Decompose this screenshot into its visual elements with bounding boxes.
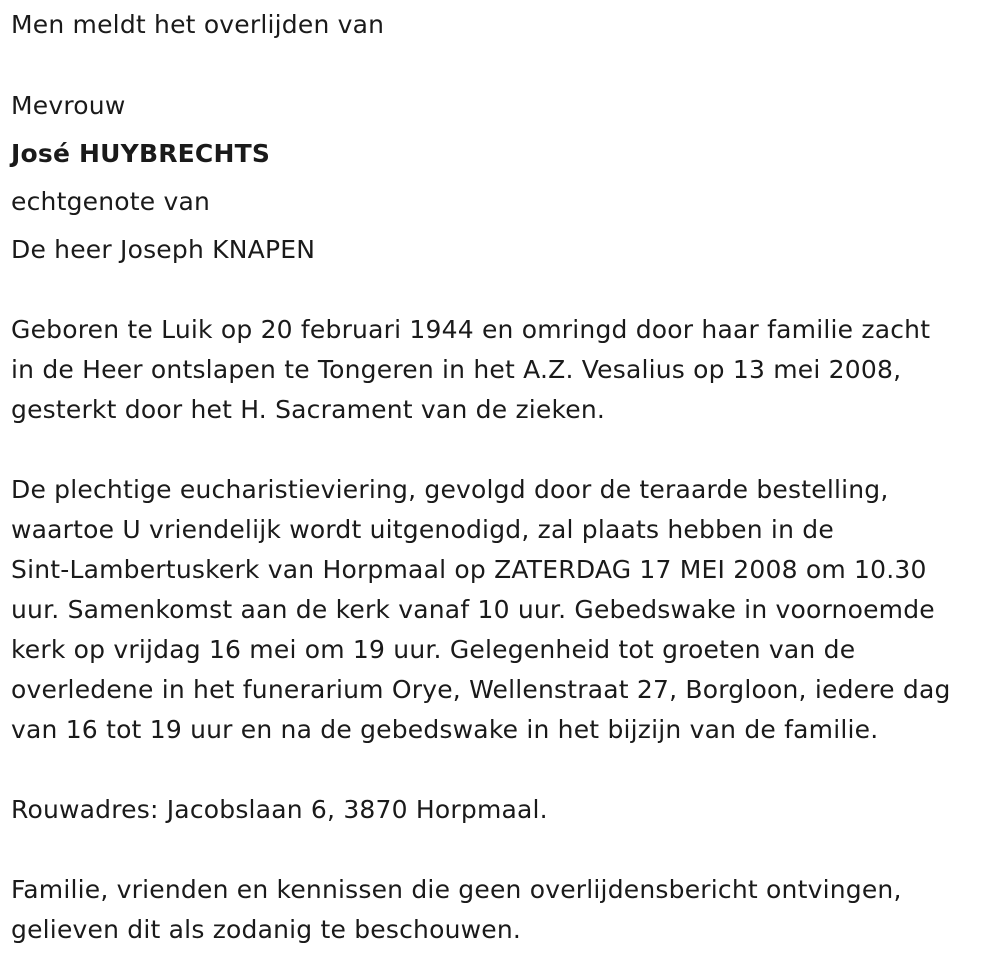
- paragraph-line: van 16 tot 19 uur en na de gebedswake in het bijzijn van de familie.: [11, 715, 879, 744]
- salutation: Mevrouw: [11, 91, 126, 120]
- paragraph-line: uur. Samenkomst aan de kerk vanaf 10 uur. Gebedswake in voornoemde: [11, 595, 935, 624]
- paragraph-line: Familie, vrienden en kennissen die geen overlijdensbericht ontvingen,: [11, 875, 902, 904]
- paragraph-line: Geboren te Luik op 20 februari 1944 en omringd door haar familie zacht: [11, 315, 931, 344]
- paragraph-line: in de Heer ontslapen te Tongeren in het A.Z. Vesalius op 13 mei 2008,: [11, 355, 902, 384]
- mourning-address: Rouwadres: Jacobslaan 6, 3870 Horpmaal.: [11, 795, 548, 824]
- paragraph-line: kerk op vrijdag 16 mei om 19 uur. Gelegenheid tot groeten van de: [11, 635, 856, 664]
- relation-line: echtgenote van: [11, 187, 211, 216]
- intro-line: Men meldt het overlijden van: [11, 10, 385, 39]
- paragraph-line: gesterkt door het H. Sacrament van de zieken.: [11, 395, 606, 424]
- spouse-name: De heer Joseph KNAPEN: [11, 235, 316, 264]
- paragraph-line: De plechtige eucharistieviering, gevolgd door de teraarde bestelling,: [11, 475, 889, 504]
- paragraph-line: waartoe U vriendelijk wordt uitgenodigd, zal plaats hebben in de: [11, 515, 834, 544]
- deceased-name: José HUYBRECHTS: [11, 139, 271, 168]
- paragraph-line: Sint-Lambertuskerk van Horpmaal op ZATERDAG 17 MEI 2008 om 10.30: [11, 555, 927, 584]
- paragraph-line: gelieven dit als zodanig te beschouwen.: [11, 915, 522, 944]
- paragraph-line: overledene in het funerarium Orye, Wellenstraat 27, Borgloon, iedere dag: [11, 675, 951, 704]
